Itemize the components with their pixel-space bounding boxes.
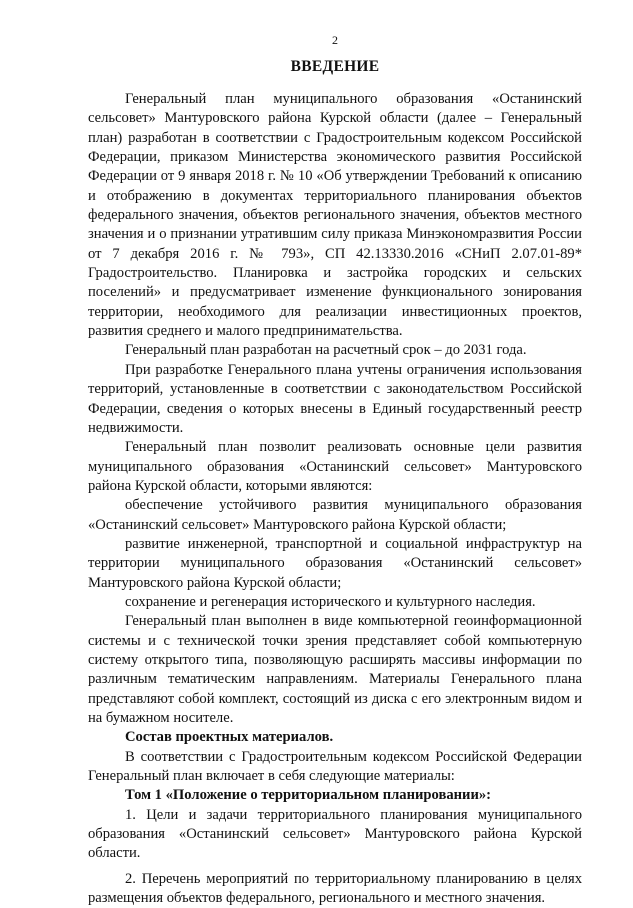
paragraph-restrictions: При разработке Генерального плана учтены ограничения использования территорий, установленные в соответствии с законодательством Российской Федерации, сведения о которых внесены в Единый государственный реестр недвижимости. <box>88 361 582 436</box>
page-number: 2 <box>332 33 338 47</box>
list-item-goal-3: сохранение и регенерация исторического и культурного наследия. <box>125 593 536 610</box>
section-heading-materials: Состав проектных материалов. <box>125 729 334 746</box>
list-item-2: 2. Перечень мероприятий по территориальному планированию в целях размещения объектов федерального, регионального и местного значения. <box>88 870 582 907</box>
page-title: ВВЕДЕНИЕ <box>290 58 380 75</box>
paragraph-goals: Генеральный план позволит реализовать основные цели развития муниципального образования «Останинский сельсовет» Мантуровского района Курской области, которыми являются: <box>88 439 582 494</box>
paragraph-gis: Генеральный план выполнен в виде компьютерной геоинформационной системы и с технической точки зрения представляет собой компьютерную систему открытого типа, позволяющую расширять массивы информации по различным тематическим направлениям. Материалы Генерального плана представляют собой комплект, состоящий из диска с его электронным видом и на бумажном носителе. <box>88 613 582 726</box>
paragraph-materials-intro: В соответствии с Градостроительным кодексом Российской Федерации Генеральный план включает в себя следующие материалы: <box>88 748 582 785</box>
list-item-1: 1. Цели и задачи территориального планирования муниципального образования «Останинский сельсовет» Мантуровского района Курской области. <box>88 806 582 862</box>
document-body <box>88 90 582 908</box>
paragraph-term: Генеральный план разработан на расчетный срок – до 2031 года. <box>125 342 527 359</box>
paragraph-intro: Генеральный план муниципального образования «Останинский сельсовет» Мантуровского района Курской области (далее – Генеральный план) разработан в соответствии с Градостроительным кодексом Российской Федерации, приказом Министерства экономического развития Российской Федерации от 9 января 2018 г. № 10 «Об утверждении Требований к описанию и отображению в документах территориального планирования объектов федерального значения, объектов регионального значения, объектов местного значения и о признании утратившим силу приказа Минэкономразвития России от 7 декабря 2016 г. № 793», СП 42.13330.2016 «СНиП 2.07.01-89* Градостроительство. Планировка и застройка городских и сельских поселений» и предусматривает изменение функционального зонирования территории, необходимого для реализации инвестиционных проектов, развития среднего и малого предпринимательства. <box>88 91 582 340</box>
list-item-goal-2: развитие инженерной, транспортной и социальной инфраструктур на территории муниципального образования «Останинский сельсовет» Мантуровского района Курской области; <box>88 535 582 591</box>
list-item-goal-1: обеспечение устойчивого развития муниципального образования «Останинский сельсовет» Мантуровского района Курской области; <box>88 497 582 533</box>
volume-heading-1: Том 1 «Положение о территориальном планировании»: <box>125 787 492 804</box>
